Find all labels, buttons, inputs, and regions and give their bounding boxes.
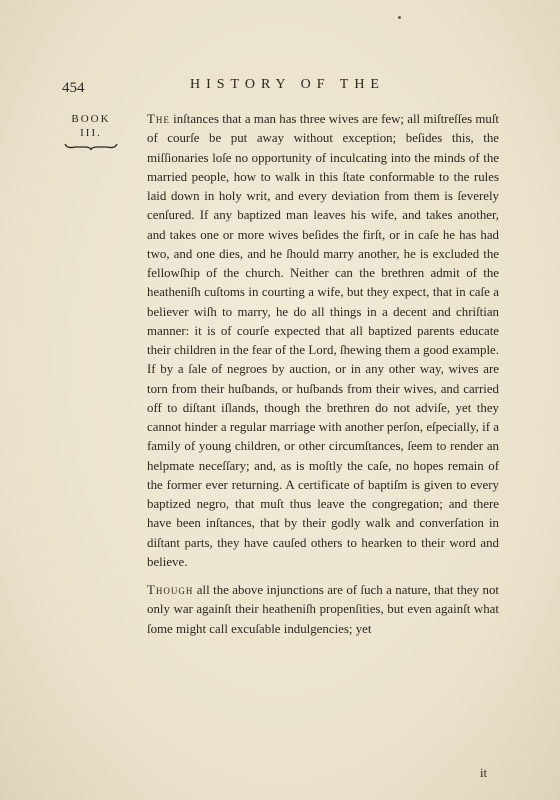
margin-ornament-icon <box>61 141 121 151</box>
paragraph-2-text: all the above injunctions are of ſuch a nature, that they not only war againſt their heatheniſh propenſities, but even againſt what ſome might call excuſable indulgencies; yet <box>147 583 499 636</box>
paragraph-1-lead: The <box>147 112 170 126</box>
margin-note <box>61 112 121 151</box>
margin-note-number: III. <box>80 127 102 139</box>
catchword: it <box>480 766 487 780</box>
paragraph-2 <box>147 581 499 639</box>
body-text <box>147 110 499 639</box>
paragraph-1-text: inſtances that a man has three wives are few; all miſtreſſes muſt of courſe be put away without exception; beſides this, the miſſionaries loſe no opportunity of inculcating into the minds of the married people, how to walk in this ſtate conformable to the rules laid down in holy writ, and every deviation from them is ſeverely cenſured. If any baptized man leaves his wife, and takes another, and takes one or more wives beſides the firſt, or in caſe he has had two, and one dies, and he ſhould marry another, he is excluded the fellowſhip of the church. Neither can the brethren admit of the heatheniſh cuſtoms in courting a wife, but they expect, that in caſe a believer wiſh to marry, he do all things in a decent and chriſtian manner: it is of courſe expected that all baptized parents educate their children in the fear of the Lord, ſhewing them a good example. If by a ſale of negroes by auction, or in any other way, wives are torn from their huſbands, or huſbands from their wives, and carried off to diſtant iſlands, though the brethren do not adviſe, yet they cannot hinder a regular marriage with another perſon, eſpecially, if a family of young children, or other circumſtances, ſeem to render an helpmate neceſſary; and, as is moſtly the caſe, no hopes remain of the former ever returning. A certificate of baptiſm is given to every baptized negro, that muſt thus leave the congregation; and there have been inſtances, that by their godly walk and converſation in diſtant parts, they have cauſed others to hearken to their word and believe. <box>147 112 499 569</box>
paper-speck <box>398 16 401 19</box>
margin-note-book: BOOK <box>71 113 111 125</box>
page-number: 454 <box>62 80 85 96</box>
paragraph-1 <box>147 110 499 572</box>
paragraph-2-lead: Though <box>147 583 194 597</box>
running-head: HISTORY OF THE <box>190 77 385 92</box>
